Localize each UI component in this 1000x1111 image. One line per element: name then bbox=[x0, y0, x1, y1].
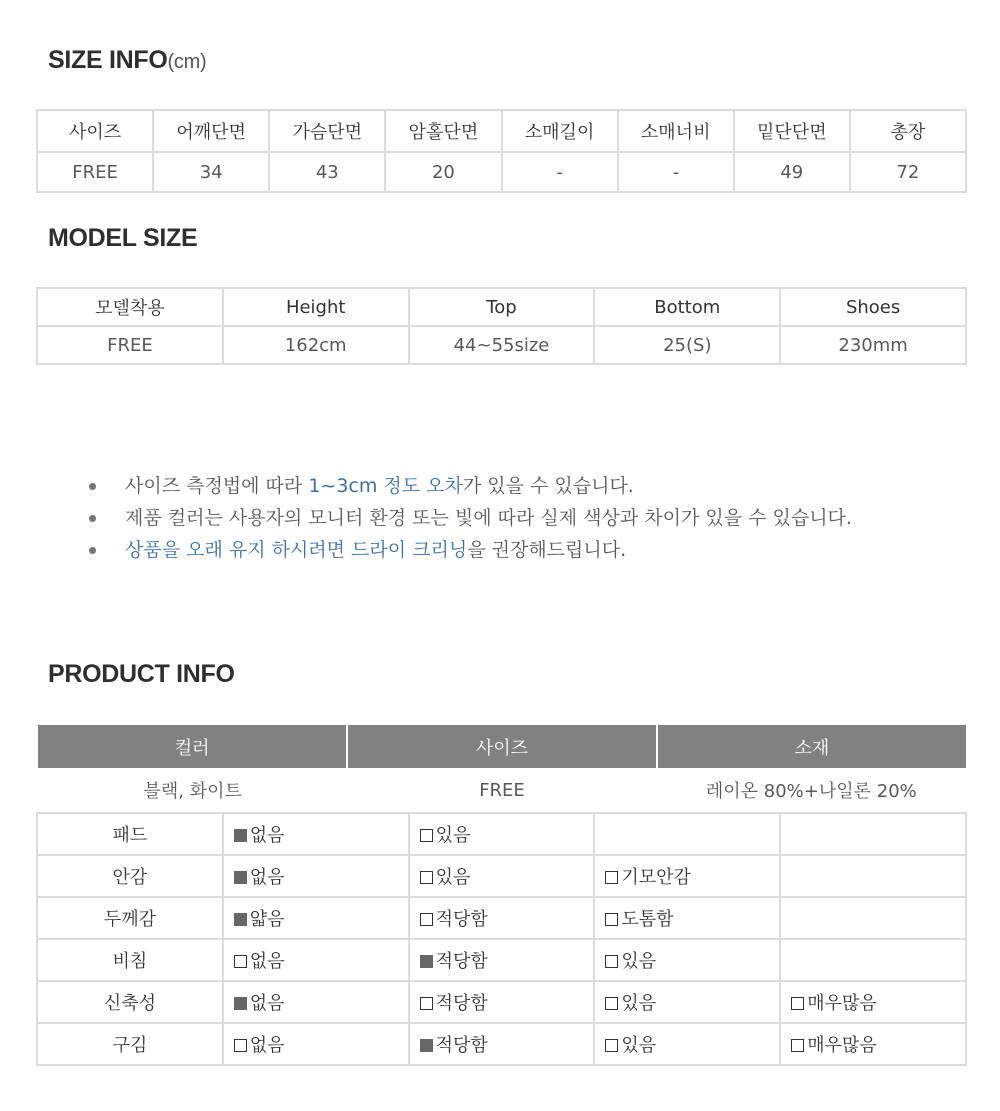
property-name: 비침 bbox=[37, 939, 223, 981]
option-label: 도톰함 bbox=[621, 909, 674, 930]
unchecked-box-icon bbox=[234, 955, 247, 968]
size-header-cell: 총장 bbox=[850, 110, 966, 152]
size-value-cell: - bbox=[502, 152, 618, 192]
property-option-cell bbox=[223, 855, 409, 897]
property-option-cell bbox=[223, 981, 409, 1023]
option-label: 매우많음 bbox=[807, 1035, 877, 1056]
property-option-cell bbox=[409, 855, 595, 897]
size-header-cell: 어깨단면 bbox=[153, 110, 269, 152]
notice-text: 사이즈 측정법에 따라 bbox=[125, 475, 309, 497]
unchecked-box-icon bbox=[791, 997, 804, 1010]
property-option-cell bbox=[594, 897, 780, 939]
size-header-cell: 암홀단면 bbox=[385, 110, 501, 152]
model-header-cell: Bottom bbox=[594, 288, 780, 326]
size-info-table bbox=[36, 109, 967, 193]
model-size-table bbox=[36, 287, 967, 365]
unchecked-box-icon bbox=[605, 997, 618, 1010]
unchecked-box-icon bbox=[791, 1039, 804, 1052]
option-label: 얇음 bbox=[249, 909, 285, 930]
option-label: 매우많음 bbox=[807, 993, 877, 1014]
property-name: 두께감 bbox=[37, 897, 223, 939]
checked-box-icon bbox=[234, 913, 247, 926]
size-info-unit: (cm) bbox=[167, 51, 207, 73]
notice-text: 을 권장해드립니다. bbox=[467, 539, 627, 561]
option-label: 없음 bbox=[249, 993, 285, 1014]
size-header-cell: 소매너비 bbox=[618, 110, 734, 152]
property-row bbox=[37, 855, 966, 897]
model-value-cell: 230mm bbox=[780, 326, 966, 364]
option-label: 기모안감 bbox=[621, 867, 691, 888]
model-value-row bbox=[37, 326, 966, 364]
property-option-cell bbox=[409, 981, 595, 1023]
notice-item bbox=[85, 502, 852, 534]
option-label: 적당함 bbox=[435, 951, 488, 972]
model-value-cell: 25(S) bbox=[594, 326, 780, 364]
size-value-cell: 20 bbox=[385, 152, 501, 192]
notice-list bbox=[85, 470, 852, 566]
unchecked-box-icon bbox=[605, 1039, 618, 1052]
notice-item bbox=[85, 470, 852, 502]
property-option-cell bbox=[780, 855, 966, 897]
checked-box-icon bbox=[234, 997, 247, 1010]
property-option-cell bbox=[780, 1023, 966, 1065]
property-option-cell bbox=[780, 981, 966, 1023]
size-header-cell: 소매길이 bbox=[502, 110, 618, 152]
spec-value-row bbox=[38, 770, 966, 810]
property-row bbox=[37, 897, 966, 939]
spec-header-size: 사이즈 bbox=[347, 725, 656, 768]
property-row bbox=[37, 1023, 966, 1065]
unchecked-box-icon bbox=[420, 913, 433, 926]
property-option-cell bbox=[594, 1023, 780, 1065]
spec-value-size: FREE bbox=[479, 779, 525, 801]
property-row bbox=[37, 939, 966, 981]
option-label: 없음 bbox=[249, 825, 285, 846]
option-label: 없음 bbox=[249, 1035, 285, 1056]
option-label: 적당함 bbox=[435, 1035, 488, 1056]
size-value-cell: - bbox=[618, 152, 734, 192]
model-value-cell: FREE bbox=[37, 326, 223, 364]
option-label: 있음 bbox=[621, 951, 657, 972]
property-option-cell bbox=[594, 855, 780, 897]
notice-text: 제품 컬러는 사용자의 모니터 환경 또는 빛에 따라 실제 색상과 차이가 있을 수 있습니다. bbox=[125, 507, 852, 529]
option-label: 있음 bbox=[435, 825, 471, 846]
size-value-row bbox=[37, 152, 966, 192]
option-label: 있음 bbox=[621, 993, 657, 1014]
unchecked-box-icon bbox=[420, 997, 433, 1010]
product-info-heading: PRODUCT INFO bbox=[48, 660, 235, 688]
size-header-cell: 밑단단면 bbox=[734, 110, 850, 152]
property-name: 신축성 bbox=[37, 981, 223, 1023]
spec-header-row bbox=[38, 725, 966, 768]
option-label: 있음 bbox=[621, 1035, 657, 1056]
size-value-cell: 43 bbox=[269, 152, 385, 192]
property-option-cell bbox=[780, 939, 966, 981]
checked-box-icon bbox=[234, 829, 247, 842]
model-size-heading: MODEL SIZE bbox=[48, 224, 198, 252]
property-row bbox=[37, 981, 966, 1023]
unchecked-box-icon bbox=[605, 955, 618, 968]
property-option-cell bbox=[409, 813, 595, 855]
unchecked-box-icon bbox=[234, 1039, 247, 1052]
property-row bbox=[37, 813, 966, 855]
spec-header-material: 소재 bbox=[657, 725, 966, 768]
size-value-cell: FREE bbox=[37, 152, 153, 192]
model-value-cell: 162cm bbox=[223, 326, 409, 364]
checked-box-icon bbox=[420, 955, 433, 968]
model-header-row bbox=[37, 288, 966, 326]
property-option-cell bbox=[594, 939, 780, 981]
model-header-cell: 모델착용 bbox=[37, 288, 223, 326]
property-option-cell bbox=[223, 897, 409, 939]
size-header-cell: 사이즈 bbox=[37, 110, 153, 152]
unchecked-box-icon bbox=[420, 871, 433, 884]
spec-value-color: 블랙, 화이트 bbox=[143, 781, 242, 802]
product-spec-values bbox=[38, 770, 966, 810]
product-spec-header bbox=[38, 725, 966, 768]
property-name: 구김 bbox=[37, 1023, 223, 1065]
property-option-cell bbox=[223, 939, 409, 981]
model-header-cell: Shoes bbox=[780, 288, 966, 326]
property-option-cell bbox=[594, 813, 780, 855]
size-header-row bbox=[37, 110, 966, 152]
size-value-cell: 34 bbox=[153, 152, 269, 192]
property-option-cell bbox=[223, 1023, 409, 1065]
notice-text: 가 있을 수 있습니다. bbox=[462, 475, 634, 497]
property-option-cell bbox=[409, 897, 595, 939]
option-label: 적당함 bbox=[435, 993, 488, 1014]
spec-header-color: 컬러 bbox=[38, 725, 347, 768]
notice-highlight: 1~3cm 정도 오차 bbox=[308, 475, 463, 497]
option-label: 없음 bbox=[249, 951, 285, 972]
option-label: 있음 bbox=[435, 867, 471, 888]
property-name: 패드 bbox=[37, 813, 223, 855]
property-option-cell bbox=[409, 1023, 595, 1065]
property-option-cell bbox=[594, 981, 780, 1023]
size-value-cell: 72 bbox=[850, 152, 966, 192]
model-header-cell: Top bbox=[409, 288, 595, 326]
model-header-cell: Height bbox=[223, 288, 409, 326]
property-option-cell bbox=[409, 939, 595, 981]
option-label: 없음 bbox=[249, 867, 285, 888]
size-info-title: SIZE INFO bbox=[48, 46, 168, 74]
property-option-cell bbox=[223, 813, 409, 855]
property-name: 안감 bbox=[37, 855, 223, 897]
unchecked-box-icon bbox=[420, 829, 433, 842]
notice-highlight: 상품을 오래 유지 하시려면 드라이 크리닝 bbox=[125, 539, 468, 561]
spec-value-material: 레이온 80%+나일론 20% bbox=[705, 781, 917, 802]
size-header-cell: 가슴단면 bbox=[269, 110, 385, 152]
unchecked-box-icon bbox=[605, 871, 618, 884]
property-option-cell bbox=[780, 813, 966, 855]
product-properties-table bbox=[36, 812, 967, 1066]
size-value-cell: 49 bbox=[734, 152, 850, 192]
unchecked-box-icon bbox=[605, 913, 618, 926]
checked-box-icon bbox=[420, 1039, 433, 1052]
checked-box-icon bbox=[234, 871, 247, 884]
property-option-cell bbox=[780, 897, 966, 939]
size-info-heading bbox=[48, 46, 206, 75]
option-label: 적당함 bbox=[435, 909, 488, 930]
model-value-cell: 44~55size bbox=[409, 326, 595, 364]
notice-item bbox=[85, 534, 852, 566]
